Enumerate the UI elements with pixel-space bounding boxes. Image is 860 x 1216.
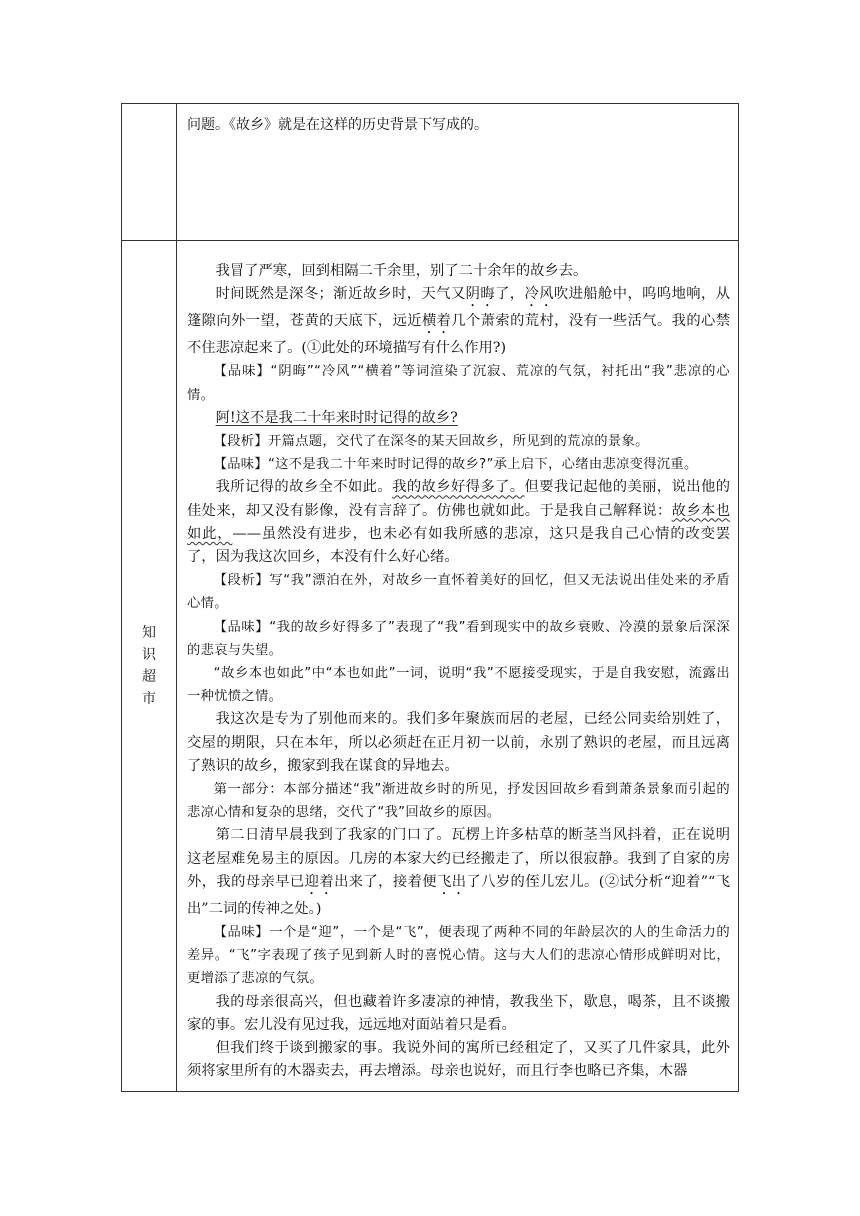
annotation: 【段析】写“我”漂泊在外，对故乡一直怀着美好的回忆，但又无法说出佳处来的矛盾心情。 [187, 573, 730, 612]
wavy-underline: 故乡本也如此， [187, 502, 731, 542]
annotation: 【品味】“这不是我二十年来时时记得的故乡?”承上启下，心绪由悲凉变得沉重。 [213, 457, 698, 473]
section-label-char: 市 [142, 691, 156, 707]
paragraph: 我的母亲很高兴，但也藏着许多凄凉的神情，教我坐下，歇息，喝茶，且不谈搬家的事。宏儿没有见过我，远远地对面站着只是看。 [187, 993, 730, 1033]
text-span: 吹进船舱中，呜呜地响，从篷隙向外一望，苍黄的天底下，远近 [187, 286, 731, 330]
label-cell-empty [122, 104, 177, 241]
content-table [121, 103, 739, 1092]
emphasis-word: 迎着 [304, 873, 335, 890]
paragraph: 我这次是专为了别他而来的。我们多年聚族而居的老屋，已经公同卖给别姓了，交屋的期限，只在本年，所以必须赶在正月初一以前，永别了熟识的老屋，而且远离了熟识的故乡，搬家到我在谋食的异地去。 [187, 711, 730, 774]
text-span: 但要我记起他的美丽，说出他的佳处来，却又没有影像，没有言辞了。仿佛也就如此。于是我自己解释说： [187, 479, 731, 519]
text-span: 时间既然是深冬；渐近故乡时，天气又 [215, 286, 466, 303]
section-label-cell [122, 241, 177, 1092]
annotation: 【段析】开篇点题，交代了在深冬的某天回故乡，所见到的荒凉的景象。 [213, 434, 649, 450]
text-span: 了， [495, 286, 525, 303]
section-label-char: 识 [142, 647, 156, 663]
text-span: 我所记得的故乡全不如此。 [215, 479, 393, 496]
reading-text [177, 241, 738, 1084]
annotation: 【品味】一个是“迎”，一个是“飞”，便表现了两种不同的年龄层次的人的生命活力的差异。“飞”字表现了孩子见到新人时的喜悦心情。这与大人们的悲凉心情形成鲜明对比，更增添了悲凉的气氛。 [187, 925, 730, 987]
annotation: 第一部分：本部分描述“我”渐进故乡时的所见，抒发因回故乡看到萧条景象而引起的悲凉心情和复杂的思绪，交代了“我”回故乡的原因。 [187, 782, 730, 821]
intro-cell [177, 104, 739, 241]
intro-text: 问题。《故乡》就是在这样的历史背景下写成的。 [187, 117, 488, 133]
paragraph: 但我们终于谈到搬家的事。我说外间的寓所已经租定了，又买了几件家具，此外须将家里所有的木器卖去，再去增添。母亲也说好，而且行李也略已齐集，木器 [187, 1040, 730, 1080]
text-span: 了八岁的侄儿宏儿。(②试分析“迎着”“飞出”二词的传神之处。) [187, 873, 731, 917]
table-row-intro [122, 104, 739, 241]
emphasis-word: 横着 [421, 313, 452, 330]
text-span: 第二日清早晨我到了我家的门口了。瓦楞上许多枯草的断茎当风抖着，正在说明这老屋难免易主的原因。几房的本家大约已经搬走了，所以很寂静。我到了自家的房外，我的母亲早已 [187, 827, 730, 890]
section-label [122, 622, 176, 710]
section-label-char: 知 [142, 625, 156, 641]
text-span: 几个萧索的荒村，没有一些活气。我的心禁不住悲凉起来了。(①此处的环境描写有什么作用?) [187, 313, 731, 357]
text-span: ——虽然没有进步，也未必有如我所感的悲凉，这只是我自己心情的改变罢了，因为我这次回乡，本没有什么好心绪。 [187, 525, 730, 566]
paragraph [187, 283, 730, 360]
annotation: “故乡本也如此”中“本也如此”一词，说明“我”不愿接受现实，于是自我安慰，流露出一种忧愤之情。 [187, 666, 730, 705]
section-label-char: 超 [142, 669, 156, 685]
emphasis-word: 冷风 [524, 286, 554, 303]
annotation: 【品味】“阴晦”“冷风”“横着”等词渲染了沉寂、荒凉的气氛，衬托出“我”悲凉的心情。 [187, 364, 730, 403]
paragraph [187, 824, 730, 921]
underlined-sentence: 阿!这不是我二十年来时时记得的故乡? [215, 409, 458, 426]
paragraph [187, 476, 730, 569]
knowledge-cell [177, 241, 739, 1092]
emphasis-word: 飞出 [437, 873, 467, 890]
table-row-knowledge [122, 241, 739, 1092]
emphasis-word: 阴晦 [465, 286, 496, 303]
text-span: 出来了，接着便 [334, 873, 437, 890]
annotation: 【品味】“我的故乡好得多了”表现了“我”看到现实中的故乡衰败、冷漠的景象后深深的悲哀与失望。 [187, 619, 730, 658]
paragraph [187, 407, 730, 430]
paragraph: 我冒了严寒，回到相隔二千余里，别了二十余年的故乡去。 [215, 263, 588, 279]
wavy-underline: 我的故乡好得多了。 [392, 479, 525, 496]
